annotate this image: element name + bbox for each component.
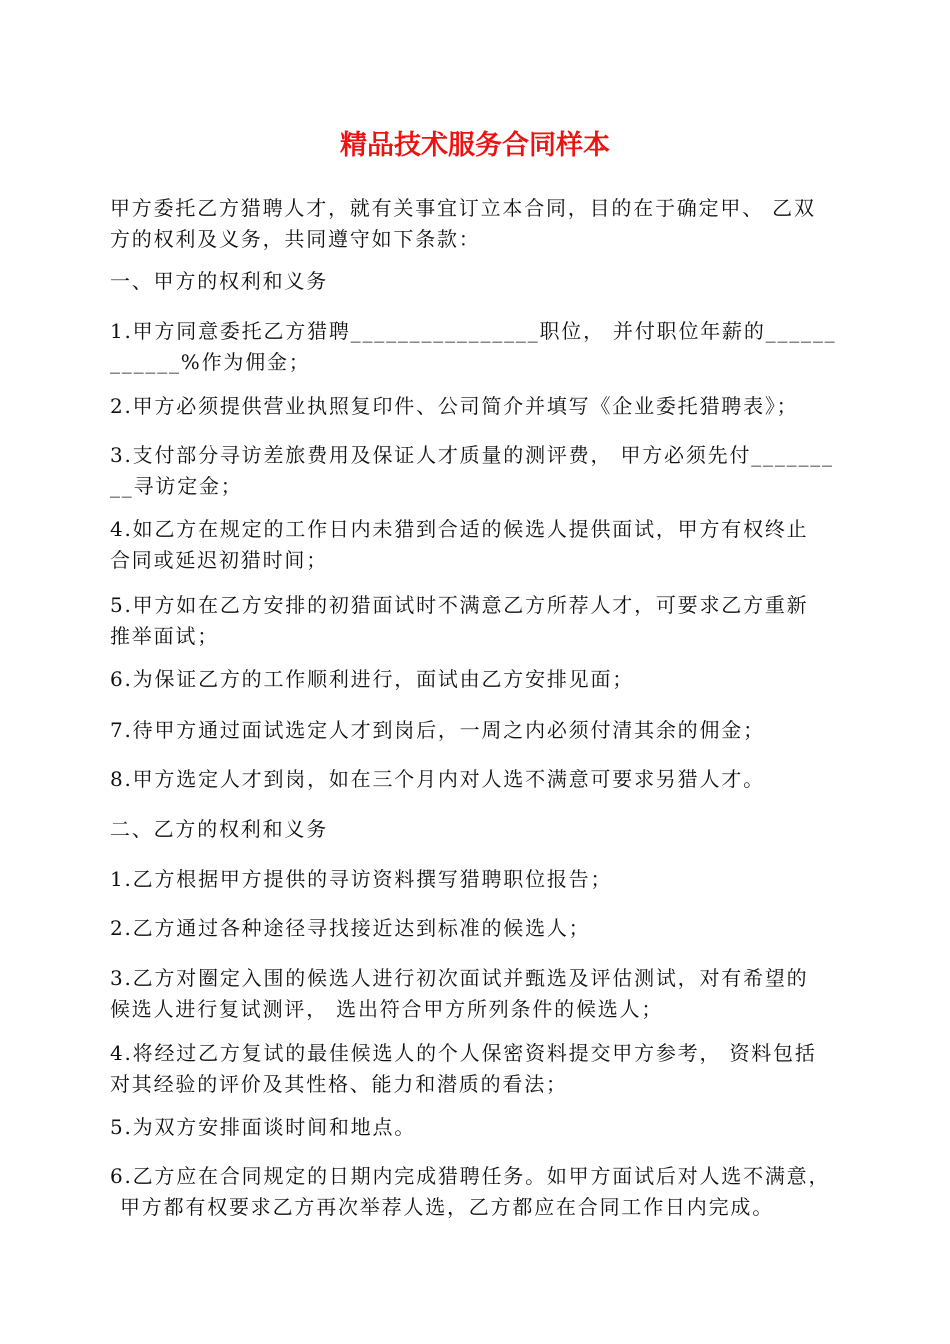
text-line: 8.甲方选定人才到岗，如在三个月内对人选不满意可要求另猎人才。 bbox=[110, 767, 765, 791]
clause-a-2 bbox=[110, 391, 845, 422]
clause-a-5 bbox=[110, 590, 845, 652]
clause-a-6 bbox=[110, 664, 845, 695]
text-line: 1.乙方根据甲方提供的寻访资料撰写猎聘职位报告； bbox=[110, 867, 613, 891]
text-line: 合同或延迟初猎时间； bbox=[110, 548, 328, 572]
section-heading-party-a bbox=[110, 266, 845, 297]
clause-a-7 bbox=[110, 715, 845, 746]
text-line: 6.乙方应在合同规定的日期内完成猎聘任务。如甲方面试后对人选不满意， bbox=[110, 1164, 831, 1188]
intro-paragraph bbox=[110, 193, 845, 255]
section-heading-party-b bbox=[110, 814, 845, 845]
text-line: 甲方都有权要求乙方再次举荐人选，乙方都应在合同工作日内完成。 bbox=[120, 1195, 774, 1219]
document-title: 精品技术服务合同样本 bbox=[340, 130, 610, 161]
text-line: 4.将经过乙方复试的最佳候选人的个人保密资料提交甲方参考， 资料包括 bbox=[110, 1041, 817, 1065]
text-line: 1.甲方同意委托乙方猎聘________________职位， 并付职位年薪的______ bbox=[110, 319, 837, 343]
text-line: 4.如乙方在规定的工作日内未猎到合适的候选人提供面试，甲方有权终止 bbox=[110, 517, 809, 541]
text-line: 2.甲方必须提供营业执照复印件、公司简介并填写《企业委托猎聘表》； bbox=[110, 394, 799, 418]
text-line: 对其经验的评价及其性格、能力和潜质的看法； bbox=[110, 1072, 568, 1096]
text-line: 一、甲方的权利和义务 bbox=[110, 269, 328, 293]
clause-b-6 bbox=[110, 1161, 845, 1223]
clause-a-8 bbox=[110, 764, 845, 795]
text-line: 候选人进行复试测评， 选出符合甲方所列条件的候选人； bbox=[110, 997, 664, 1021]
text-line: 6.为保证乙方的工作顺利进行，面试由乙方安排见面； bbox=[110, 667, 635, 691]
clause-a-3 bbox=[110, 440, 845, 502]
text-line: 5.甲方如在乙方安排的初猎面试时不满意乙方所荐人才，可要求乙方重新 bbox=[110, 593, 809, 617]
text-line: ______%作为佣金； bbox=[110, 350, 311, 374]
text-line: 3.支付部分寻访差旅费用及保证人才质量的测评费， 甲方必须先付_______ bbox=[110, 443, 834, 467]
text-line: 甲方委托乙方猎聘人才，就有关事宜订立本合同，目的在于确定甲、 乙双 bbox=[110, 196, 816, 220]
text-line: 7.待甲方通过面试选定人才到岗后，一周之内必须付清其余的佣金； bbox=[110, 718, 765, 742]
clause-b-3 bbox=[110, 963, 845, 1025]
text-line: 推举面试； bbox=[110, 624, 219, 648]
text-line: 方的权利及义务，共同遵守如下条款： bbox=[110, 227, 481, 251]
clause-b-1 bbox=[110, 864, 845, 895]
clause-b-2 bbox=[110, 913, 845, 944]
text-line: 5.为双方安排面谈时间和地点。 bbox=[110, 1115, 417, 1139]
text-line: __寻访定金； bbox=[110, 474, 243, 498]
clause-b-5 bbox=[110, 1112, 845, 1143]
clause-a-1 bbox=[110, 316, 845, 378]
text-line: 2.乙方通过各种途径寻找接近达到标准的候选人； bbox=[110, 916, 591, 940]
clause-a-4 bbox=[110, 514, 845, 576]
clause-b-4 bbox=[110, 1038, 845, 1100]
text-line: 二、乙方的权利和义务 bbox=[110, 817, 328, 841]
text-line: 3.乙方对圈定入围的候选人进行初次面试并甄选及评估测试，对有希望的 bbox=[110, 966, 809, 990]
